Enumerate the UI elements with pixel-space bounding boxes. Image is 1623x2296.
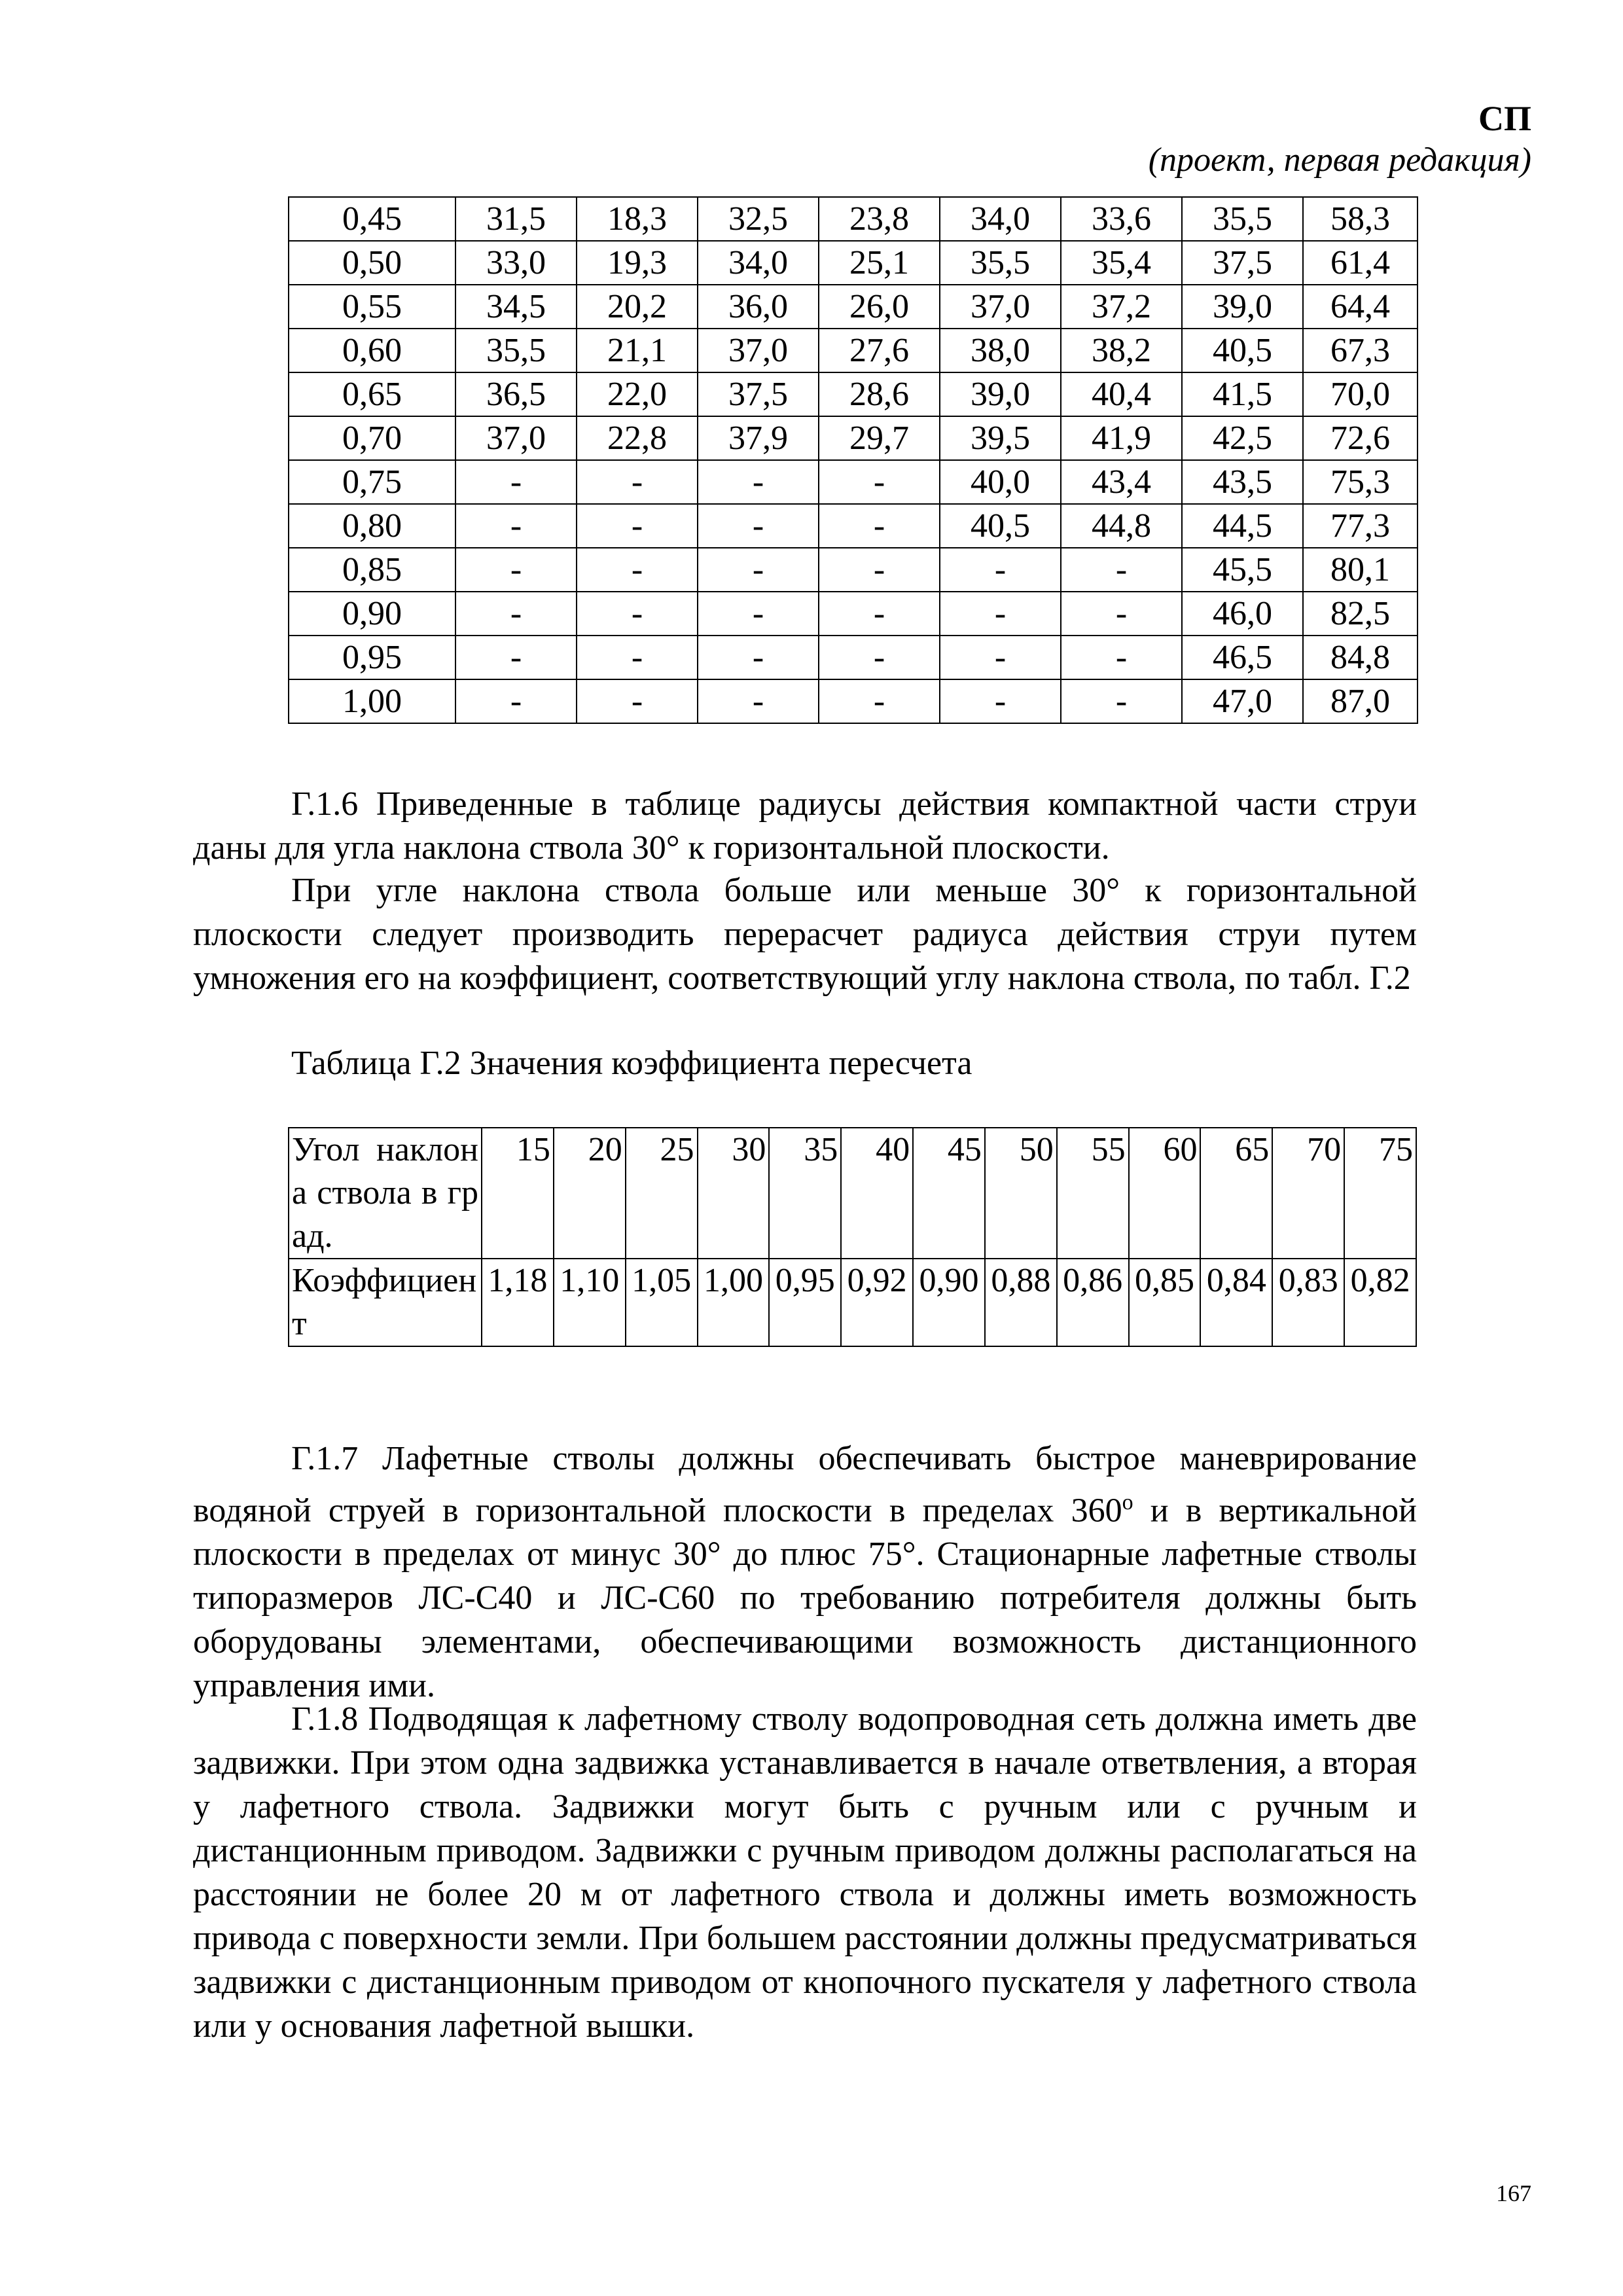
table-cell: - [940,636,1061,679]
table-cell: 28,6 [819,372,940,416]
coefficient-cell: 1,00 [698,1259,770,1346]
coefficient-cell: 1,10 [554,1259,626,1346]
table-cell: - [819,679,940,723]
coefficient-cell: 0,82 [1344,1259,1416,1346]
angle-row [289,1128,1416,1259]
table-cell: - [698,460,819,504]
angle-cell: 50 [985,1128,1057,1259]
table-cell: 21,1 [577,329,698,372]
table-cell: - [577,548,698,592]
table-cell: 41,9 [1061,416,1182,460]
table-row [289,636,1418,679]
radius-table-body [289,197,1418,723]
table-cell: - [455,592,577,636]
table-cell: 34,0 [940,197,1061,241]
angle-cell: 60 [1129,1128,1201,1259]
paragraph-g16-continuation [193,869,1417,1000]
paragraph-g18-text: Г.1.8 Подводящая к лафетному стволу водопроводная сеть должна иметь две задвижки. При этом одна задвижка устанавливается в начале ответвления, а вторая у лафетного ствола. Задвижки могут быть с ручным или с ручным и дистанционным приводом. Задвижки с ручным приводом должны располагаться на расстоянии не более 20 м от лафетного ствола и должны иметь возможность привода с поверхности земли. При большем расстоянии должны предусматриваться задвижки с дистанционным приводом от кнопочного пускателя у лафетного ствола или у основания лафетной вышки. [193,1700,1417,2045]
table2-caption: Таблица Г.2 Значения коэффициента пересчета [291,1045,972,1082]
table-row [289,504,1418,548]
table-cell: 37,0 [455,416,577,460]
table-cell: 23,8 [819,197,940,241]
table-cell: 32,5 [698,197,819,241]
angle-cell: 20 [554,1128,626,1259]
table-cell: - [1061,592,1182,636]
table-cell: 22,8 [577,416,698,460]
document-subtitle: (проект, первая редакция) [1148,141,1531,179]
angle-cell: 55 [1057,1128,1129,1259]
table-cell: - [819,636,940,679]
table-cell: 33,0 [455,241,577,285]
table-cell: - [698,636,819,679]
table-cell: 33,6 [1061,197,1182,241]
table-cell: 46,5 [1182,636,1303,679]
page-number: 167 [1496,2180,1531,2206]
table-cell: - [819,548,940,592]
coefficient-table [288,1127,1417,1347]
coefficient-cell: 0,84 [1200,1259,1272,1346]
table-row [289,592,1418,636]
angle-cell: 70 [1272,1128,1344,1259]
table-cell: 43,5 [1182,460,1303,504]
table-cell: - [819,504,940,548]
table-cell: 37,0 [940,285,1061,329]
table-cell: 29,7 [819,416,940,460]
table-cell: 37,9 [698,416,819,460]
paragraph-g17-text-a: Г.1.7 Лафетные стволы должны обеспечивать быстрое маневрирование водяной струей в горизонтальной плоскости в пределах 360 [193,1440,1417,1530]
table-cell: 47,0 [1182,679,1303,723]
table-cell: 84,8 [1303,636,1418,679]
coefficient-cell: 0,88 [985,1259,1057,1346]
table-cell: 0,90 [289,592,455,636]
table-cell: 70,0 [1303,372,1418,416]
paragraph-g16 [193,782,1417,870]
radius-table [288,196,1418,724]
paragraph-g17 [193,1437,1417,1708]
table-cell: - [819,460,940,504]
table-cell: - [1061,636,1182,679]
table-cell: 58,3 [1303,197,1418,241]
table-cell: - [577,679,698,723]
angle-cell: 35 [769,1128,841,1259]
table-cell: 41,5 [1182,372,1303,416]
table-cell: 38,2 [1061,329,1182,372]
angle-cell: 75 [1344,1128,1416,1259]
coefficient-row [289,1259,1416,1346]
table-row [289,548,1418,592]
table-cell: 44,8 [1061,504,1182,548]
table-cell: - [455,679,577,723]
table-cell: - [455,504,577,548]
degree-superscript: о [1122,1490,1133,1515]
table-row [289,329,1418,372]
table-cell: - [698,679,819,723]
paragraph-g16-text: Г.1.6 Приведенные в таблице радиусы действия компактной части струи даны для угла наклона ствола 30° к горизонтальной плоскости. [193,785,1417,867]
coefficient-cell: 0,85 [1129,1259,1201,1346]
table-cell: 46,0 [1182,592,1303,636]
table-row [289,241,1418,285]
table-cell: 35,5 [455,329,577,372]
table-cell: - [698,504,819,548]
table-cell: 34,5 [455,285,577,329]
table-cell: 40,0 [940,460,1061,504]
table-cell: 77,3 [1303,504,1418,548]
angle-row-label: Угол наклона ствола в град. [289,1128,482,1259]
table-cell: 40,5 [1182,329,1303,372]
table-cell: 27,6 [819,329,940,372]
table-cell: - [940,548,1061,592]
table-cell: 20,2 [577,285,698,329]
table-cell: 35,4 [1061,241,1182,285]
angle-cell: 15 [482,1128,554,1259]
table-cell: 0,55 [289,285,455,329]
angle-cell: 40 [841,1128,913,1259]
table-cell: 37,5 [1182,241,1303,285]
coefficient-cell: 1,18 [482,1259,554,1346]
table-cell: 0,75 [289,460,455,504]
coefficient-row-label: Коэффициент [289,1259,482,1346]
table-cell: - [455,460,577,504]
document-code: СП [1478,99,1531,138]
table-cell: 40,4 [1061,372,1182,416]
table-cell: 1,00 [289,679,455,723]
table-row [289,372,1418,416]
table-cell: 87,0 [1303,679,1418,723]
table-cell: 43,4 [1061,460,1182,504]
table-row [289,460,1418,504]
table-row [289,679,1418,723]
table-cell: 82,5 [1303,592,1418,636]
table-cell: 31,5 [455,197,577,241]
paragraph-g16-continuation-text: При угле наклона ствола больше или меньше 30° к горизонтальной плоскости следует производить перерасчет радиуса действия струи путем умножения его на коэффициент, соответствующий углу наклона ствола, по табл. Г.2 [193,872,1417,997]
table-cell: 19,3 [577,241,698,285]
table-cell: 36,0 [698,285,819,329]
table-cell: 72,6 [1303,416,1418,460]
table-cell: 18,3 [577,197,698,241]
table-cell: 0,85 [289,548,455,592]
table-cell: 0,60 [289,329,455,372]
table-cell: 38,0 [940,329,1061,372]
table-cell: 37,5 [698,372,819,416]
table-cell: 44,5 [1182,504,1303,548]
table-cell: 45,5 [1182,548,1303,592]
coefficient-cell: 0,90 [913,1259,985,1346]
table-row [289,197,1418,241]
coefficient-cell: 0,83 [1272,1259,1344,1346]
coefficient-cell: 0,92 [841,1259,913,1346]
paragraph-g17-text-b: и в вертикальной плоскости в пределах от минус 30° до плюс 75°. Стационарные лафетные стволы типоразмеров ЛС-С40 и ЛС-С60 по требованию потребителя должны быть оборудованы элементами, обеспечивающими возможность дистанционного управления ими. [193,1492,1417,1705]
table-cell: 36,5 [455,372,577,416]
table-cell: - [577,636,698,679]
table-cell: 25,1 [819,241,940,285]
table-row [289,285,1418,329]
table-cell: - [698,548,819,592]
table-cell: 37,0 [698,329,819,372]
table-cell: 37,2 [1061,285,1182,329]
table-cell: 0,45 [289,197,455,241]
table-cell: 39,0 [1182,285,1303,329]
table-row [289,416,1418,460]
table-cell: 39,0 [940,372,1061,416]
coefficient-cell: 0,95 [769,1259,841,1346]
table-cell: - [577,592,698,636]
table-cell: 67,3 [1303,329,1418,372]
table-cell: 0,50 [289,241,455,285]
table-cell: 0,80 [289,504,455,548]
table-cell: 64,4 [1303,285,1418,329]
table-cell: 26,0 [819,285,940,329]
table-cell: 40,5 [940,504,1061,548]
table-cell: 34,0 [698,241,819,285]
coefficient-cell: 1,05 [626,1259,698,1346]
table-cell: - [1061,548,1182,592]
angle-cell: 65 [1200,1128,1272,1259]
table-cell: 75,3 [1303,460,1418,504]
coefficient-cell: 0,86 [1057,1259,1129,1346]
table-cell: 61,4 [1303,241,1418,285]
table-cell: 42,5 [1182,416,1303,460]
angle-cell: 25 [626,1128,698,1259]
table-cell: 0,65 [289,372,455,416]
table-cell: - [940,592,1061,636]
table-cell: - [577,504,698,548]
table-cell: 0,95 [289,636,455,679]
table-cell: - [819,592,940,636]
angle-cell: 30 [698,1128,770,1259]
table-cell: 80,1 [1303,548,1418,592]
table-cell: - [455,548,577,592]
table-cell: 39,5 [940,416,1061,460]
table-cell: 0,70 [289,416,455,460]
angle-cell: 45 [913,1128,985,1259]
table-cell: - [577,460,698,504]
table-cell: 35,5 [1182,197,1303,241]
table-cell: - [698,592,819,636]
table-cell: - [455,636,577,679]
paragraph-g18 [193,1697,1417,2048]
table-cell: - [940,679,1061,723]
table-cell: 35,5 [940,241,1061,285]
table-cell: 22,0 [577,372,698,416]
table-cell: - [1061,679,1182,723]
